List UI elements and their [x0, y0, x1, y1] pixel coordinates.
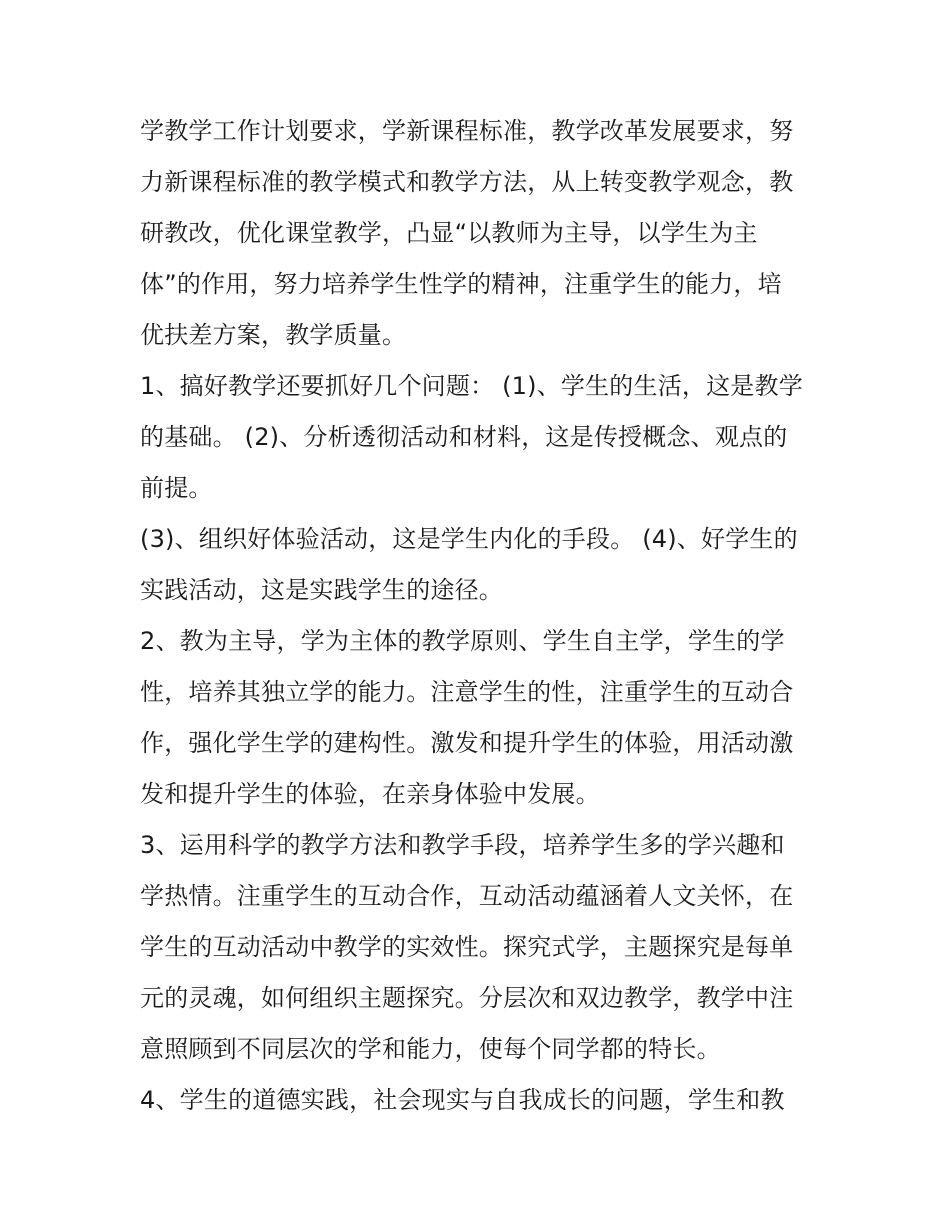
paragraph-item-1	[140, 361, 830, 514]
text-line: 意照顾到不同层次的学和能力，使每个同学都的特长。	[140, 1035, 721, 1063]
paragraph-intro	[140, 106, 830, 361]
document-body	[140, 106, 830, 1126]
text-line: 3、运用科学的教学方法和教学手段，培养学生多的学兴趣和	[140, 831, 785, 859]
text-line: 4、学生的道德实践，社会现实与自我成长的问题，学生和教	[140, 1086, 785, 1114]
text-line: 作，强化学生学的建构性。激发和提升学生的体验，用活动激	[140, 729, 794, 757]
paragraph-item-4	[140, 1075, 830, 1126]
paragraph-item-2	[140, 616, 830, 820]
text-line: 的基础。 (2)、分析透彻活动和材料，这是传授概念、观点的	[140, 423, 788, 451]
text-line: 学教学工作计划要求，学新课程标准，教学改革发展要求，努	[140, 117, 794, 145]
text-line: 2、教为主导，学为主体的教学原则、学生自主学，学生的学	[140, 627, 785, 655]
text-line: 学热情。注重学生的互动合作，互动活动蕴涵着人文关怀，在	[140, 882, 794, 910]
text-line: 优扶差方案，教学质量。	[140, 321, 407, 349]
text-line: 实践活动，这是实践学生的途径。	[140, 576, 503, 604]
text-line: 性，培养其独立学的能力。注意学生的性，注重学生的互动合	[140, 678, 794, 706]
paragraph-item-1-continued	[140, 514, 830, 616]
paragraph-item-3	[140, 820, 830, 1075]
text-line: 力新课程标准的教学模式和教学方法，从上转变教学观念，教	[140, 168, 794, 196]
text-line: 研教改，优化课堂教学，凸显“以教师为主导，以学生为主	[140, 219, 758, 247]
text-line: 发和提升学生的体验，在亲身体验中发展。	[140, 780, 600, 808]
text-line: 体”的作用，努力培养学生性学的精神，注重学生的能力，培	[140, 270, 782, 298]
text-line: (3)、组织好体验活动，这是学生内化的手段。 (4)、好学生的	[140, 525, 798, 553]
text-line: 元的灵魂，如何组织主题探究。分层次和双边教学，教学中注	[140, 984, 794, 1012]
text-line: 学生的互动活动中教学的实效性。探究式学，主题探究是每单	[140, 933, 794, 961]
text-line: 前提。	[140, 474, 213, 502]
text-line: 1、搞好教学还要抓好几个问题： (1)、学生的生活，这是教学	[140, 372, 803, 400]
